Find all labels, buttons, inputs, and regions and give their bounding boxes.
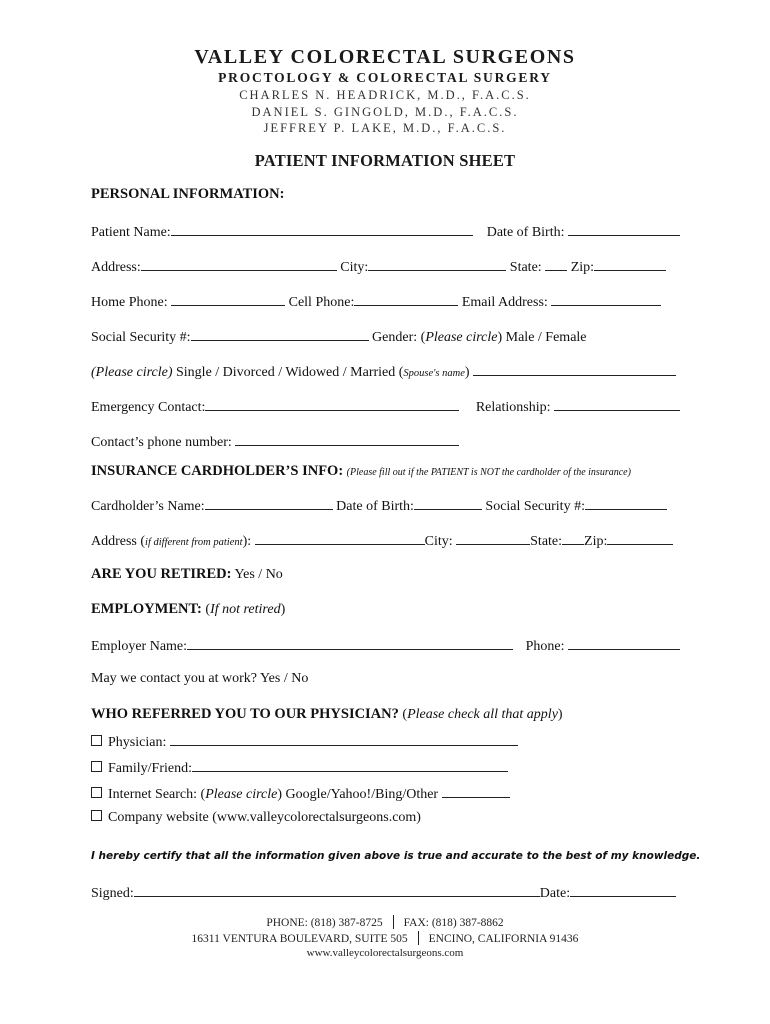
footer-phone: PHONE: (818) 387-8725 [266,917,383,929]
cardholder-name-field[interactable] [205,496,333,510]
relationship-label: Relationship: [475,400,551,415]
internet-search-other-field[interactable] [442,784,510,798]
cardholder-address-close: ): [242,534,252,549]
cardholder-dob-field[interactable] [414,496,482,510]
cardholder-address-field[interactable] [255,531,425,545]
cardholder-row [91,496,680,515]
contact-phone-field[interactable] [235,432,459,446]
signed-label: Signed: [91,886,134,901]
employer-name-label: Employer Name: [91,639,188,654]
employment-note-open: ( [201,602,211,617]
marital-close: ) [464,365,470,380]
gender-label: Gender: ( [372,330,426,345]
cardholder-ssn-label: Social Security #: [485,499,585,514]
family-friend-label: Family/Friend: [108,761,192,776]
cardholder-address-note: if different from patient [145,537,243,548]
physician-checkbox[interactable] [91,735,102,746]
city-field[interactable] [368,257,506,271]
section-heading-insurance: INSURANCE CARDHOLDER’S INFO: [91,463,344,479]
employment-note-close: ) [280,602,286,617]
cardholder-state-field[interactable] [562,531,584,545]
internet-search-options[interactable]: ) Google/Yahoo!/Bing/Other [277,787,439,802]
cardholder-zip-field[interactable] [607,531,673,545]
zip-label: Zip: [570,260,595,275]
signature-row [91,883,680,902]
zip-field[interactable] [594,257,666,271]
contact-at-work-question[interactable]: May we contact you at work? Yes / No [91,671,309,686]
section-heading-personal: PERSONAL INFORMATION: [91,186,285,202]
signature-date-label: Date: [539,886,571,901]
cardholder-dob-label: Date of Birth: [336,499,414,514]
employment-note: If not retired [210,602,281,617]
referral-physician-row [91,732,680,751]
cardholder-city-field[interactable] [456,531,530,545]
certification-statement: I hereby certify that all the information given above is true and accurate to the best of my knowledge. [91,850,701,862]
cell-phone-field[interactable] [354,292,458,306]
ssn-label: Social Security #: [91,330,191,345]
signature-field[interactable] [134,883,540,897]
contact-at-work-row [91,671,680,687]
address-label: Address: [91,260,141,275]
state-field[interactable] [545,257,567,271]
marital-options[interactable]: Single / Divorced / Widowed / Married ( [172,365,404,380]
address-field[interactable] [141,257,337,271]
retired-row [91,566,680,583]
footer-divider [393,915,394,929]
gender-please-circle: Please circle [425,330,498,345]
contact-phone-label: Contact’s phone number: [91,435,232,450]
footer-divider [418,931,419,945]
cardholder-state-label: State: [530,534,563,549]
insurance-heading-row [91,463,680,480]
referral-note: Please check all that apply [407,707,558,722]
patient-name-label: Patient Name: [91,225,171,240]
cardholder-zip-label: Zip: [584,534,608,549]
company-website-checkbox[interactable] [91,810,102,821]
email-label: Email Address: [461,295,548,310]
cardholder-city-label: City: [424,534,453,549]
family-friend-field[interactable] [192,758,508,772]
employment-heading-row [91,601,680,618]
emergency-contact-label: Emergency Contact: [91,400,206,415]
employer-name-field[interactable] [187,636,513,650]
spouse-name-field[interactable] [473,362,676,376]
footer-contact-line [0,915,770,929]
internet-please-circle: Please circle [205,787,278,802]
company-website-label: Company website (www.valleycolorectalsurgeons.com) [108,810,421,825]
internet-search-label: Internet Search: ( [108,787,206,802]
ssn-field[interactable] [191,327,369,341]
employer-phone-label: Phone: [525,639,565,654]
email-field[interactable] [551,292,661,306]
spouse-name-label: Spouse's name [403,368,465,379]
patient-name-field[interactable] [171,222,473,236]
footer-website[interactable]: www.valleycolorectalsurgeons.com [306,947,464,959]
relationship-field[interactable] [554,397,680,411]
cardholder-ssn-field[interactable] [585,496,667,510]
physician-field[interactable] [170,732,518,746]
signature-date-field[interactable] [570,883,676,897]
city-label: City: [340,260,369,275]
section-heading-referral: WHO REFERRED YOU TO OUR PHYSICIAN? [91,706,399,722]
retired-options[interactable]: Yes / No [234,567,283,582]
patient-name-row [91,222,680,241]
address-row [91,257,680,276]
footer-city: ENCINO, CALIFORNIA 91436 [428,933,579,945]
internet-search-checkbox[interactable] [91,787,102,798]
home-phone-field[interactable] [171,292,285,306]
cardholder-name-label: Cardholder’s Name: [91,499,205,514]
marital-status-row [91,362,680,381]
cell-phone-label: Cell Phone: [288,295,355,310]
insurance-note: (Please fill out if the PATIENT is NOT the cardholder of the insurance) [346,467,631,478]
practice-name: VALLEY COLORECTAL SURGEONS [194,46,576,68]
section-heading-retired: ARE YOU RETIRED: [91,566,232,582]
form-title: PATIENT INFORMATION SHEET [254,151,516,170]
state-label: State: [509,260,542,275]
marital-please-circle: (Please circle) [91,365,173,380]
employer-row [91,636,680,655]
phone-row [91,292,680,311]
ssn-gender-row [91,327,680,346]
footer-fax: FAX: (818) 387-8862 [403,917,504,929]
footer-street: 16311 VENTURA BOULEVARD, SUITE 505 [191,933,408,945]
employer-phone-field[interactable] [568,636,680,650]
referral-website-row [91,810,680,826]
gender-options[interactable]: ) Male / Female [497,330,587,345]
footer-address-line [0,931,770,945]
doctor-name: DANIEL S. GINGOLD, M.D., F.A.C.S. [251,105,519,119]
emergency-contact-row [91,397,680,416]
referral-internet-row [91,784,680,803]
physician-label: Physician: [108,735,167,750]
section-heading-employment: EMPLOYMENT: [91,601,202,617]
contact-phone-row [91,432,680,451]
referral-heading-row: WHO REFERRED YOU TO OUR PHYSICIAN? (Please check all that apply) [91,706,563,722]
home-phone-label: Home Phone: [91,295,168,310]
emergency-contact-field[interactable] [205,397,459,411]
date-of-birth-label: Date of Birth: [486,225,565,240]
date-of-birth-field[interactable] [568,222,680,236]
cardholder-address-row [91,531,680,550]
cardholder-address-label: Address ( [91,534,146,549]
practice-specialty: PROCTOLOGY & COLORECTAL SURGERY [218,70,552,85]
doctor-name: JEFFREY P. LAKE, M.D., F.A.C.S. [263,121,507,135]
referral-family-row [91,758,680,777]
family-friend-checkbox[interactable] [91,761,102,772]
doctor-name: CHARLES N. HEADRICK, M.D., F.A.C.S. [239,88,531,102]
